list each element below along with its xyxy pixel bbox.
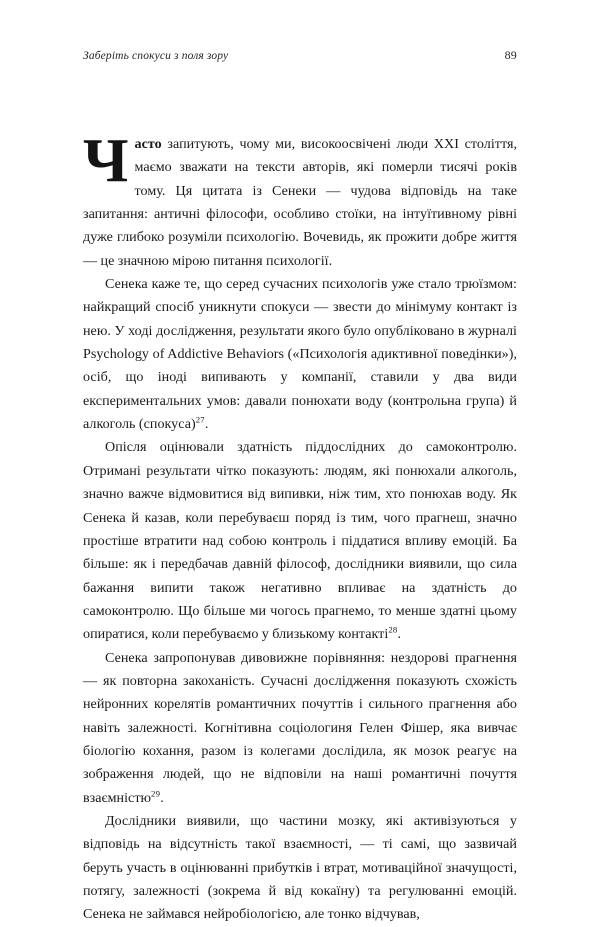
footnote-marker-29: 29 — [151, 787, 161, 798]
paragraph-2-text-after-journal: («Психологія адиктивної поведінки»), осіб, що іноді випивають у компанії, ставили у два види експериментальних умов: давали понюхати воду (контрольна група) й алкоголь (спокуса) — [83, 346, 517, 433]
paragraph-2-text-before-journal: Сенека каже те, що серед сучасних психологів уже стало трюїзмом: найкращий спосіб уникнути спокуси — звести до мінімуму контакт із нею. У ході дослідження, результати якого було опубліковано в журналі — [83, 276, 517, 339]
page-number: 89 — [504, 48, 517, 62]
running-head-chapter-title: Заберіть спокуси з поля зору — [83, 50, 229, 62]
paragraph-2 — [83, 273, 517, 436]
body-text-block — [83, 127, 517, 927]
paragraph-1 — [83, 127, 517, 273]
paragraph-3-text: Опісля оцінювали здатність піддослідних до самоконтролю. Отримані результати чітко показують: людям, які понюхали алкоголь, значно важче відмовитися від випивки, ніж тим, хто понюхав воду. Як Сенека й казав, коли перебуваєш поряд із тим, чого прагнеш, значно простіше втратити над собою контроль і піддатися впливу емоцій. Ба більше: як і передбачав давній філософ, дослідники виявили, що сила бажання випити також негативно впливає на здатність до самоконтролю. Що більше ми чогось прагнемо, то менше здатні цьому опиратися, коли перебуваємо у близькому контакті — [83, 439, 517, 643]
paragraph-3 — [83, 436, 517, 646]
drop-cap-letter: Ч — [83, 127, 129, 195]
paragraph-4 — [83, 647, 517, 810]
paragraph-4-tail: . — [160, 789, 164, 806]
running-head — [83, 48, 517, 68]
paragraph-1-text: запитують, чому ми, високоосвічені люди XXI століття, маємо зважати на тексти авторів, які померли тисячі років тому. Ця цитата із Сенеки — чудова відповідь на таке запитання: античні філософи, особливо стоїки, на інтуїтивному рівні дуже глибоко розуміли психологію. Вочевидь, як прожити добре життя — це значною мірою питання психології. — [83, 136, 517, 269]
paragraph-2-tail: . — [204, 416, 209, 433]
lead-bold-word: асто — [134, 136, 162, 152]
paragraph-3-tail: . — [397, 626, 401, 643]
paragraph-4-text: Сенека запропонував дивовижне порівняння: нездорові прагнення — як повторна закоханість. Сучасні дослідження показують схожість нейронних корелятів романтичних почуттів і сильного прагнення або навіть залежності. Когнітивна соціологиня Гелен Фішер, яка вивчає біологію кохання, разом із колегами дослідила, як мозок реагує на зображення людей, що не відповіли на наші романтичні почуття взаємністю — [83, 649, 517, 806]
journal-name: Psychology of Addictive Behaviors — [83, 346, 285, 363]
paragraph-5-text: Дослідники виявили, що частини мозку, які активізуються у відповідь на відсутність такої взаємності, — ті самі, що зазвичай беруть участь в оцінюванні прибутків і втрат, мотиваційної значущості, потягу, залежності (зокрема й від кокаїну) та регулюванні емоцій. Сенека не займався нейробіологією, але тонко відчував, — [83, 812, 517, 923]
paragraph-5 — [83, 810, 517, 927]
footnote-marker-28: 28 — [388, 624, 398, 635]
footnote-marker-27: 27 — [195, 414, 205, 425]
